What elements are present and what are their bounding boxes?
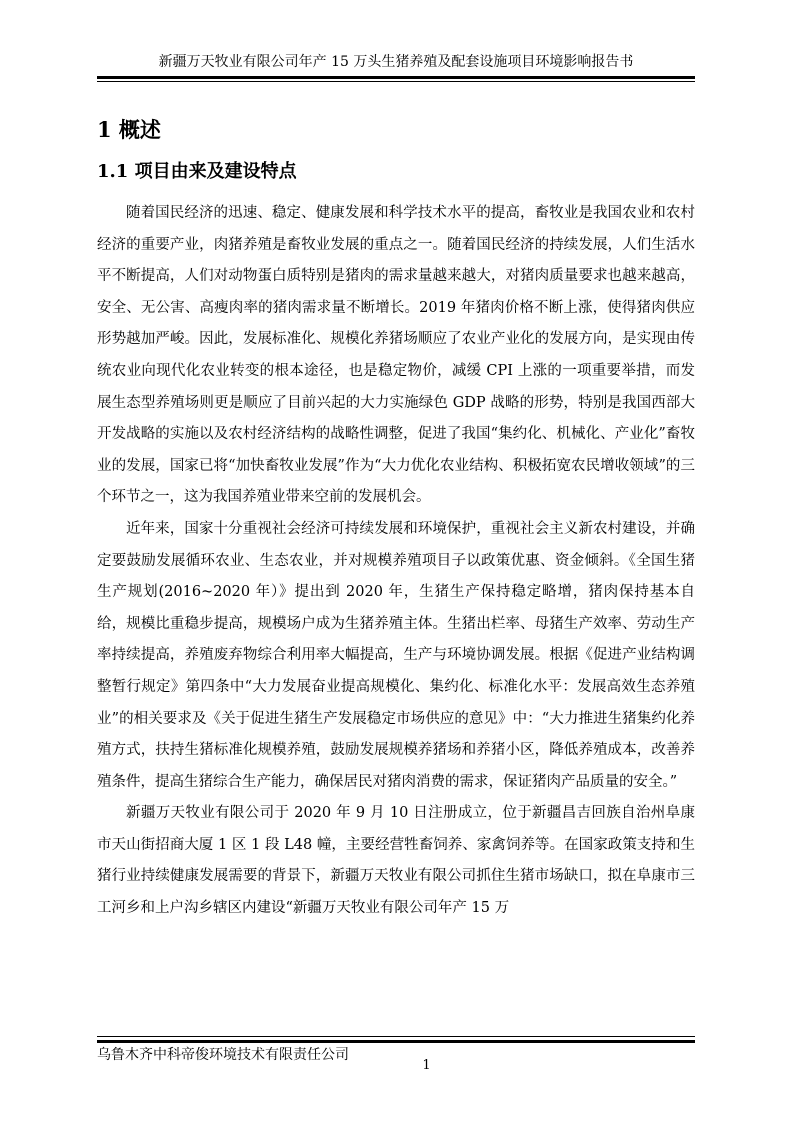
paragraph-3: 新疆万天牧业有限公司于 2020 年 9 月 10 日注册成立，位于新疆昌吉回族自治州阜康市天山街招商大厦 1 区 1 段 L48 幢，主要经营牲畜饲养、家禽饲养等。在国家政策支持和生猪行业持续健康发展需要的背景下，新疆万天牧业有限公司抓住生猪市场缺口，拟在阜康市三工河乡和上户沟乡辖区内建设“新疆万天牧业有限公司年产 15 万 xyxy=(97,805,695,917)
body-text xyxy=(97,198,695,925)
header-divider-thin xyxy=(97,81,695,82)
page-header-title: 新疆万天牧业有限公司年产 15 万头生猪养殖及配套设施项目环境影响报告书 xyxy=(158,54,634,70)
subsection-heading: 1.1 项目由来及建设特点 xyxy=(97,161,297,182)
paragraph-2: 近年来，国家十分重视社会经济可持续发展和环境保护，重视社会主义新农村建设，并确定要鼓励发展循环农业、生态农业，并对规模养殖项目子以政策优惠、资金倾斜。《全国生猪生产规划(2016~2020 年）》提出到 2020 年，生猪生产保持稳定略增，猪肉保持基本自给，规模比重稳步提高，规模场户成为生猪养殖主体。生猪出栏率、母猪生产效率、劳动生产率持续提高，养殖废弃物综合利用率大幅提高，生产与环境协调发展。根据《促进产业结构调整暂行规定》第四条中“大力发展奋业提高规模化、集约化、标准化水平：发展高效生态养殖业”的相关要求及《关于促进生猪生产发展稳定市场供应的意见》中：“大力推进生猪集约化养殖方式，扶持生猪标准化规模养殖，鼓励发展规模养猪场和养猪小区，降低养殖成本，改善养殖条件，提高生猪综合生产能力，确保居民对猪肉消费的需求，保证猪肉产品质量的安全。” xyxy=(97,520,695,790)
paragraph-1: 随着国民经济的迅速、稳定、健康发展和科学技术水平的提高，畜牧业是我国农业和农村经济的重要产业，肉猪养殖是畜牧业发展的重点之一。随着国民经济的持续发展，人们生活水平不断提高，人们对动物蛋白质特别是猪肉的需求量越来越大，对猪肉质量要求也越来越高，安全、无公害、高瘦肉率的猪肉需求量不断增长。2019 年猪肉价格不断上涨，使得猪肉供应形势越加严峻。因此，发展标准化、规模化养猪场顺应了农业产业化的发展方向，是实现由传统农业向现代化农业转变的根本途径，也是稳定物价，减缓 CPI 上涨的一项重要举措，而发展生态型养殖场则更是顺应了目前兴起的大力实施绿色 GDP 战略的形势，特别是我国西部大开发战略的实施以及农村经济结构的战略性调整，促进了我国“集约化、机械化、产业化”畜牧业的发展，国家已将“加快畜牧业发展”作为“大力优化农业结构、积极拓宽农民增收领域”的三个环节之一，这为我国养殖业带来空前的发展机会。 xyxy=(97,205,695,506)
footer-company-name: 乌鲁木齐中科帝俊环境技术有限责任公司 xyxy=(97,1047,349,1063)
footer-divider-thick xyxy=(97,1040,695,1043)
header-divider-thick xyxy=(97,76,695,79)
section-heading: 1 概述 xyxy=(97,117,161,142)
footer-divider-thin xyxy=(97,1036,695,1037)
page-number: 1 xyxy=(422,1058,431,1073)
